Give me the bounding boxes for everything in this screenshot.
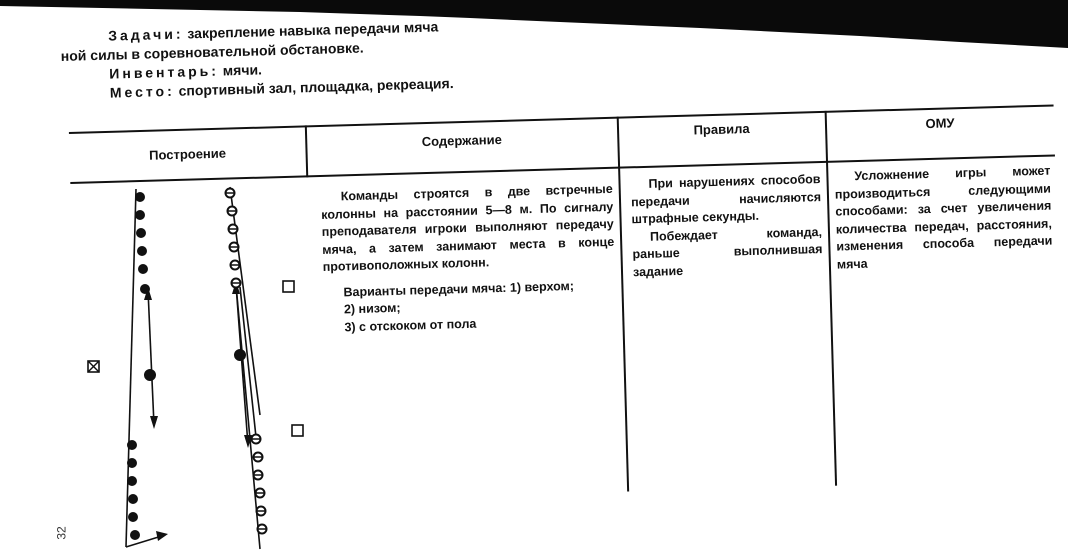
content-paragraph: Команды строятся в две встречные колонны на расстоянии 5—8 м. По сигналу преподавателя игроки выполняют передачу мяча, а затем занимают места в конце противоположных колонн. (321, 181, 615, 274)
header-formation: Построение (148, 145, 227, 163)
tasks-line-cont: ной силы в соревновательной обстановке. (60, 39, 364, 64)
variants-paragraph: Варианты передачи мяча: 1) верхом; (343, 278, 575, 299)
header-rules: Правила (693, 120, 750, 138)
rules-cell (630, 171, 823, 281)
tasks-label: Задачи: (108, 25, 184, 44)
header-content: Содержание (421, 131, 503, 150)
variant-3: 3) с отскоком от пола (344, 316, 477, 334)
place-text: спортивный зал, площадка, рекреация. (178, 75, 454, 99)
omu-paragraph: Усложнение игры может производиться следующими способами: за счет увеличения количества передач, расстояния, изменения способа передачи мяча (834, 163, 1053, 272)
variant-2: 2) низом; (343, 300, 401, 317)
left-pass-line (148, 290, 154, 425)
place-label: Место: (109, 82, 175, 101)
omu-cell (834, 163, 1053, 274)
left-path-line (126, 189, 136, 547)
rules-paragraph-1: При нарушениях способов передачи начисляются штрафные секунды. (630, 172, 822, 227)
equipment-label: Инвентарь: (109, 62, 220, 82)
header-omu: ОМУ (925, 115, 955, 132)
formation-diagram (70, 175, 310, 554)
tasks-text: закрепление навыка передачи мяча (187, 18, 439, 42)
column-divider-2 (617, 117, 629, 492)
content-cell (321, 181, 617, 337)
rules-paragraph-2: Побеждает команда, раньше выполнившая задание (632, 224, 823, 279)
page-number: 32 (54, 526, 69, 540)
column-divider-3 (825, 111, 837, 486)
equipment-text: мячи. (222, 61, 263, 79)
